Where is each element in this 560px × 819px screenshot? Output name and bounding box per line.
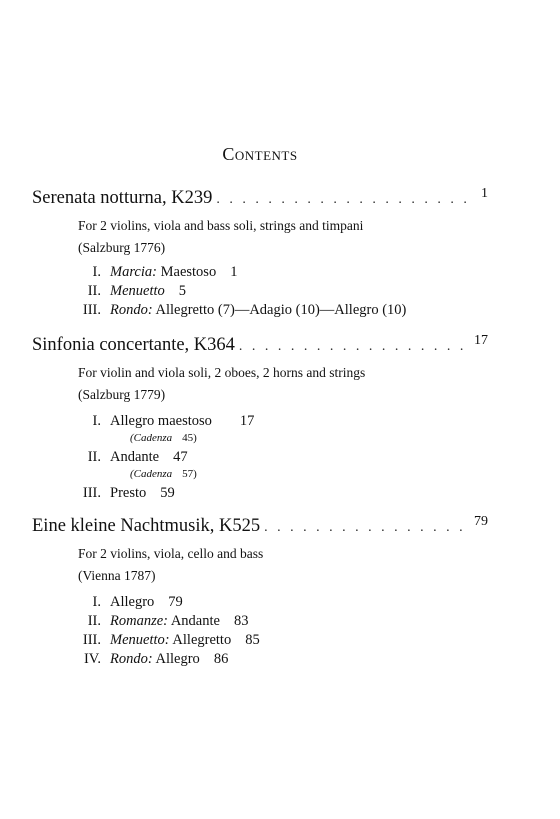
work-description: [78, 362, 488, 406]
work-title: Sinfonia concertante, K364: [32, 335, 235, 355]
movement-title: [110, 282, 165, 301]
work-page-number: 79: [474, 514, 488, 529]
movement-number: I.: [92, 413, 101, 429]
movement-item: [32, 263, 488, 282]
cadenza-label: (Cadenza: [130, 432, 173, 444]
cadenza-page: 45): [182, 432, 197, 444]
movement-page: 86: [213, 651, 229, 667]
movement-title-italic: Menuetto:: [110, 632, 170, 648]
movement-number: II.: [87, 283, 101, 299]
movement-number: II.: [87, 613, 101, 629]
movement-item: [32, 631, 488, 650]
cadenza-label: (Cadenza: [130, 468, 173, 480]
movement-number: I.: [92, 264, 101, 280]
movement-tempo: Allegro maestoso: [110, 413, 212, 429]
origin-text: (Salzburg 1776): [78, 240, 166, 255]
movement-list: [32, 263, 488, 320]
work-heading: [32, 187, 488, 211]
work-entry-sinfonia: [32, 334, 488, 503]
movement-number: IV.: [83, 651, 101, 667]
movement-tempo: Allegretto (7)—Adagio (10)—Allegro (10): [155, 302, 407, 318]
origin-text: (Vienna 1787): [78, 568, 156, 583]
cadenza-note: [130, 429, 488, 448]
cadenza-page: 57): [182, 468, 197, 480]
movement-page: 85: [245, 632, 260, 648]
movement-item: [32, 593, 488, 612]
movement-item: [32, 612, 488, 631]
movement-title-italic: Marcia:: [110, 264, 157, 280]
movement-page: 1: [230, 264, 238, 280]
dot-leader: [264, 517, 470, 539]
movement-item: [32, 301, 488, 320]
scoring-text: For violin and viola soli, 2 oboes, 2 horns and strings: [78, 365, 366, 380]
movement-number: III.: [82, 302, 101, 318]
movement-tempo: Andante: [170, 613, 220, 629]
work-page-number: 1: [481, 186, 488, 201]
movement-page: 83: [233, 613, 249, 629]
movement-number: I.: [92, 594, 101, 610]
work-description: [78, 543, 488, 587]
movement-tempo: Maestoso: [160, 264, 217, 280]
movement-title: [110, 631, 231, 650]
scoring-text: For 2 violins, viola, cello and bass: [78, 546, 264, 561]
work-entry-nachtmusik: [32, 515, 488, 669]
movement-title: [110, 650, 200, 669]
dot-leader: [239, 336, 470, 358]
work-title: Serenata notturna, K239: [32, 188, 213, 208]
movement-list: [32, 412, 488, 503]
movement-title-italic: Rondo:: [110, 651, 153, 667]
movement-title-italic: Romanze:: [110, 613, 168, 629]
movement-tempo: Allegro: [110, 594, 155, 610]
movement-number: II.: [87, 449, 101, 465]
movement-item: [32, 484, 488, 503]
movement-title: [110, 612, 220, 631]
movement-tempo: Andante: [110, 449, 160, 465]
movement-page: 79: [168, 594, 183, 610]
movement-page: 47: [173, 449, 188, 465]
work-description: [78, 215, 488, 259]
movement-tempo: Allegretto: [172, 632, 232, 648]
dot-leader: [216, 189, 477, 211]
work-title: Eine kleine Nachtmusik, K525: [32, 516, 261, 536]
work-page-number: 17: [474, 333, 488, 348]
movement-page: 59: [160, 485, 175, 501]
scoring-text: For 2 violins, viola and bass soli, strings and timpani: [78, 218, 364, 233]
movement-tempo: Presto: [110, 485, 147, 501]
cadenza-note: [130, 465, 488, 484]
movement-list: [32, 593, 488, 669]
origin-text: (Salzburg 1779): [78, 387, 166, 402]
movement-page: 5: [178, 283, 187, 299]
work-heading: [32, 515, 488, 539]
work-entry-serenata: [32, 187, 488, 320]
contents-heading: Contents: [222, 144, 298, 164]
movement-title: [110, 263, 216, 282]
movement-title: [110, 301, 406, 320]
movement-number: III.: [82, 632, 101, 648]
movement-item: [32, 650, 488, 669]
movement-title-italic: Menuetto: [110, 283, 165, 299]
movement-tempo: Allegro: [155, 651, 200, 667]
movement-title-italic: Rondo:: [110, 302, 153, 318]
movement-item: [32, 282, 488, 301]
movement-number: III.: [82, 485, 101, 501]
work-heading: [32, 334, 488, 358]
movement-page: 17: [239, 413, 255, 429]
